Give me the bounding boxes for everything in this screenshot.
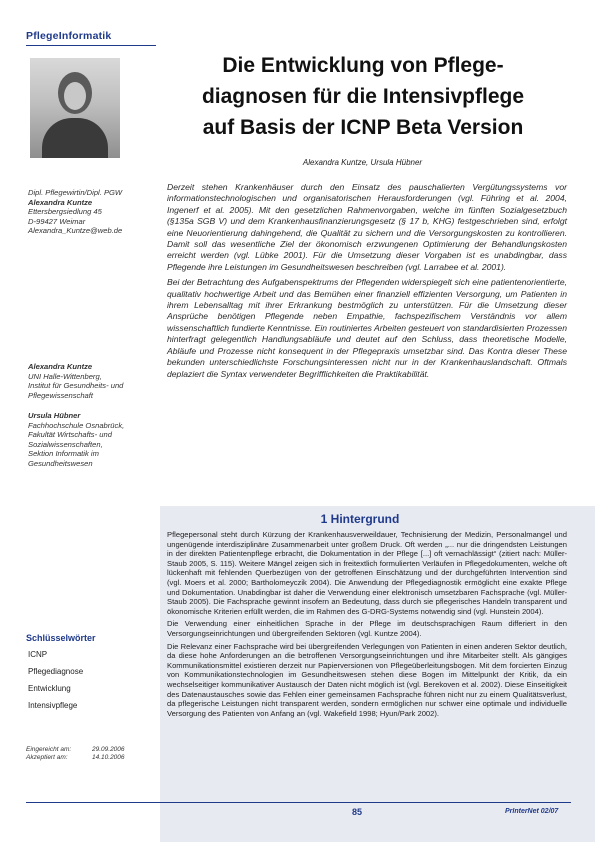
abstract-paragraph: Derzeit stehen Krankenhäuser durch den Einsatz des pauschalierten Vergütungssystems vor informationstechnologischen und organisatorischen Herausforderungen (vgl. Führing et al. 2004, Ingenerf et al. 2005). Mit den gesetzlichen Rahmenvorgaben, welche im fünften Sozialgesetzbuch (§135a SGB V) und dem Krankenhausfinanzierungsgesetz (§ 17 b, KHG) festgeschrieben sind, erfolgt eine Neuorientierung dahingehend, die Qualität zu sichern und die Versorgungskosten zu kontrollieren. Damit soll das wesentliche Ziel der ökonomisch erzwungenen Optimierung der Behandlungskosten erreicht werden (vgl. Lübke 2001). Für die Umsetzung dieser Vorgaben ist es unabdingbar, dass Pflegende ihre Leistungen im Gesundheitswesen beschreiben (vgl. Larrabee et al. 2001). [167,182,567,272]
body-paragraph: Pflegepersonal steht durch Kürzung der Krankenhausverweildauer, Technisierung der Medizin, Personalmangel und ungenügende interdisziplinäre Zusammenarbeit unter großem Druck. Oft werden „... nur die dringendsten Leistungen in der direkten Patientenpflege erbracht, die Dokumentation in der Pflege [...] oft vernachlässigt“ (zitiert nach: Müller-Staub 2005, S. 115). Weitere Mängel zeigen sich in freitextlich formulierten Verläufen in Pflegedokumenten, welche oft lückenhaft mit fehlenden Querbezügen von der getroffenen Einschätzung und der durchgeführten Intervention sind (vgl. Moers et al. 2000; Bartholomeyczik 2004). Die Anwendung der Pflegediagnostik ermöglicht eine exakte Pflege und Dokumentation. Unabdingbar ist daher die Verwendung einer elektronisch umsetzbaren Fachsprache (vgl. Müller-Staub 2005). Die Fachsprache gewinnt insofern an Bedeutung, dass durch sie pflegerisches Handeln transparent und ökonomische Kriterien erfüllt werden, die im Rahmen des G-DRG-Systems notwendig sind (vgl. Hunstein 2004). [167,530,567,616]
submitted-date: 29.09.2006 [92,746,125,753]
section-header: PflegeInformatik [26,30,112,42]
contact-name: Alexandra Kuntze [28,197,93,207]
contact-line: Dipl. Pflegewirtin/Dipl. PGW [28,188,123,197]
keyword-item: Intensivpflege [28,701,78,710]
affiliation-line: Pflegewissenschaft [28,390,94,400]
affiliation-line: Fakultät Wirtschafts- und [28,430,112,440]
keyword-item: ICNP [28,650,48,659]
author-photo [30,58,120,158]
contact-email: Alexandra_Kuntze@web.de [28,226,123,236]
affiliation-huebner [28,411,156,469]
abstract-paragraph: Bei der Betrachtung des Aufgabenspektrums der Pflegenden widerspiegelt sich eine patientenorientierte, qualitativ hochwertige Arbeit und das Bemühen einer finanziell effizienten Versorgung, um Patienten in ihrem Lebensalltag mit ihrer Erkrankung bestmöglich zu unterstützen. Für die Umsetzung dieser Ansprüche benötigen Pflegende neben Empathie, fachspezifischem Verständnis vor allem wissenschaftlich fundierte Kenntnisse. Ein routiniertes Arbeiten gesteuert von standardisierten Prozessen hinterfragt gelegentlich Handlungsabläufe und deutet auf den Schluss, dass theoretische Modelle, Abläufe und Prozesse nicht konsequent in der Pflegepraxis umsetzbar sind. Das Kontra dieser These bekunden unterschiedlichste Forschungsinteressen nicht nur in der Krankenhauslandschaft. Oftmals deplaziert die Syntax verwendeter Begrifflichkeiten die Praktikabilität. [167,277,567,379]
section-body [167,530,567,721]
header-rule [26,45,156,46]
accepted-date: 14.10.2006 [92,754,125,761]
keyword-item: Entwicklung [28,684,71,693]
title-line-3: auf Basis der ICNP Beta Version [202,116,524,139]
journal-name: PrInterNet 02/07 [505,808,559,815]
article-authors: Alexandra Kuntze, Ursula Hübner [302,158,423,167]
contact-block [28,188,156,236]
affiliation-line: Institut für Gesundheits- und [28,381,124,391]
keywords-title: Schlüsselwörter [26,633,96,643]
title-line-1: Die Entwicklung von Pflege- [222,54,504,77]
affiliation-line: Sozialwissenschaften, [28,439,103,449]
submitted-label: Eingereicht am: [26,746,72,753]
footer-rule [26,802,571,803]
affiliation-kuntze [28,362,156,400]
abstract [167,182,567,384]
article-title [158,50,568,143]
body-paragraph: Die Verwendung einer einheitlichen Sprache in der Pflege im deutschsprachigen Raum differiert in den Versorgungseinrichtungen und übergreifenden Sektoren (vgl. Kuntze 2004). [167,619,567,638]
page-number: 85 [352,807,363,817]
contact-line: Ettersbergsiedlung 45 [28,207,102,217]
title-line-2: diagnosen für die Intensivpflege [201,85,525,108]
section-heading: 1 Hintergrund [320,512,400,526]
contact-line: D-99427 Weimar [28,216,86,226]
affiliation-name: Ursula Hübner [28,411,81,420]
affiliation-line: Gesundheitswesen [28,458,93,468]
affiliation-line: Sektion Informatik im [28,449,99,459]
accepted-label: Akzeptiert am: [26,754,68,761]
affiliation-line: Fachhochschule Osnabrück, [28,420,125,430]
body-paragraph: Die Relevanz einer Fachsprache wird bei übergreifenden Verlegungen von Patienten in einen anderen Sektor deutlich, da diese hohe Anforderungen an die betroffenen Versorgungseinrichtungen und ihre Mitarbeiter stellt. Als gängiges Kommunikationsmittel existieren derzeit nur Papierversionen von Pflegeüberleitungsbogen. Mit dem forcierten Einzug von Kommunikationstechnologien im Gesundheitswesen stehen diese Bogen im Mittelpunkt der Kritik, da ein wechselseitiger kommunikativer Austausch der Daten nicht möglich ist (vgl. Berekoven et al. 2002). Diese Einseitigkeit des Datenaustausches sowie das Fehlen einer gemeinsamen Fachsprache führen nicht nur zu einem Qualitätsverlust, da pflegerische Leistungen nicht transparent werden, sondern ermöglichen nur schwer eine optimale und individuelle Versorgung des Patienten von Anfang an (vgl. Wakefield 1998; Hyun/Park 2002). [167,641,567,718]
affiliation-name: Alexandra Kuntze [28,362,93,371]
keyword-item: Pflegediagnose [28,667,84,676]
affiliation-line: UNI Halle-Wittenberg, [28,371,102,381]
